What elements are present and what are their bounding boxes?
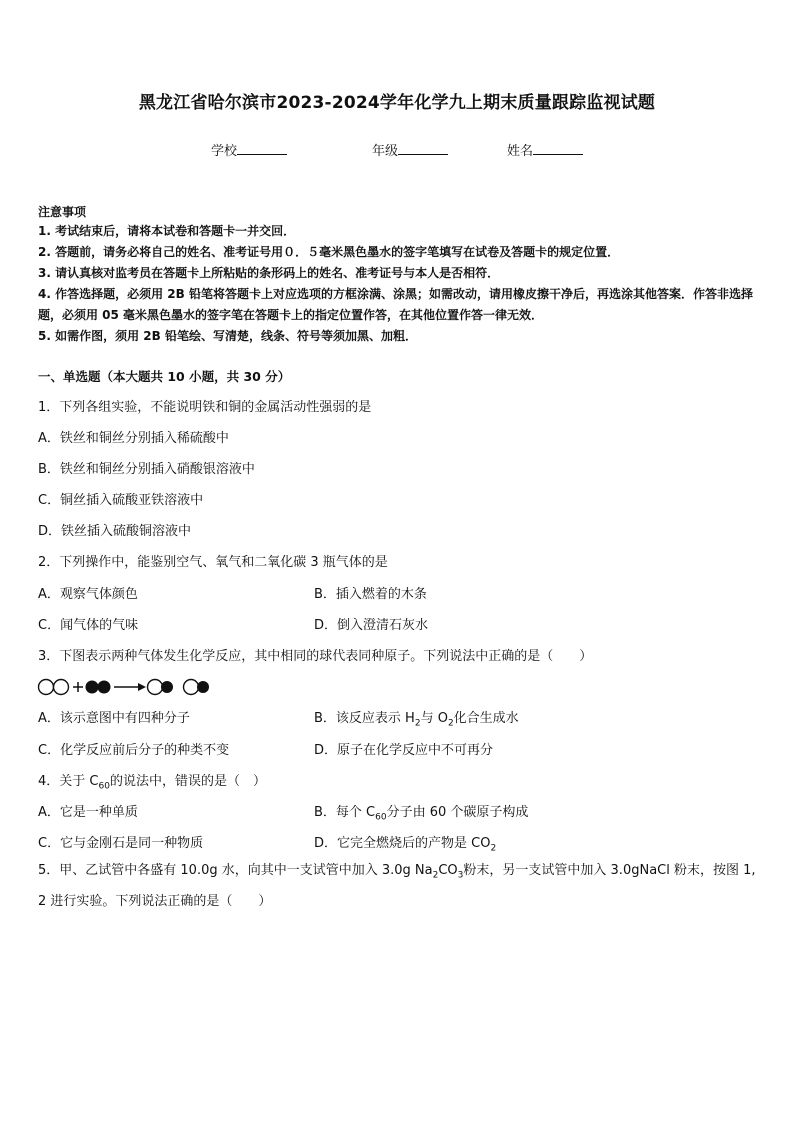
grade-field: 年级 xyxy=(372,140,448,159)
q3-option-a: A．该示意图中有四种分子 xyxy=(38,711,190,726)
q2-option-c: C．闻气体的气味 xyxy=(38,618,139,633)
q3-option-d: D．原子在化学反应中不可再分 xyxy=(314,743,494,758)
question-5-stem: 5．甲、乙试管中各盛有 10.0g 水，向其中一支试管中加入 3.0g $Na_2CO_3$粉末，另一支试管中加入 3.0gNaCl 粉末，按图 1, 2 进行实验。下列说法正确的是（ ） xyxy=(38,863,756,909)
q3-option-c: C．化学反应前后分子的种类不变 xyxy=(38,743,230,758)
note-item: 5. 如需作图，须用 2B 铅笔绘、写清楚，线条、符号等须加黑、加粗． xyxy=(38,329,417,343)
section-heading: 一、单选题（本大题共 10 小题，共 30 分） xyxy=(38,369,291,384)
question-3-stem: 3．下图表示两种气体发生化学反应，其中相同的球代表同种原子。下列说法中正确的是（ ） xyxy=(38,649,593,664)
q2-option-b: B．插入燃着的木条 xyxy=(314,587,427,602)
black-atom xyxy=(98,681,111,694)
reaction-arrow-head xyxy=(138,683,146,691)
white-atom xyxy=(148,680,163,695)
q4-option-a: A．它是一种单质 xyxy=(38,805,138,820)
white-atom xyxy=(184,680,199,695)
note-item: 3. 请认真核对监考员在答题卡上所粘贴的条形码上的姓名、准考证号与本人是否相符． xyxy=(38,266,500,280)
q1-option-d: D．铁丝插入硫酸铜溶液中 xyxy=(38,524,192,539)
school-field: 学校 xyxy=(211,140,287,159)
q2-option-a: A．观察气体颜色 xyxy=(38,587,138,602)
q1-option-c: C．铜丝插入硫酸亚铁溶液中 xyxy=(38,493,204,508)
note-item: 1. 考试结束后，请将本试卷和答题卡一并交回． xyxy=(38,224,296,238)
black-atom xyxy=(161,681,173,693)
black-atom xyxy=(86,681,99,694)
q4-option-c: C．它与金刚石是同一种物质 xyxy=(38,836,204,851)
reaction-diagram xyxy=(36,675,216,699)
question-1-stem: 1．下列各组实验，不能说明铁和铜的金属活动性强弱的是 xyxy=(38,400,372,415)
name-field: 姓名 xyxy=(507,140,583,159)
question-4-stem: 4．关于 $C_{60}$的说法中，错误的是（ ） xyxy=(38,774,266,792)
black-atom xyxy=(197,681,209,693)
white-atom xyxy=(39,680,54,695)
note-item: 2. 答题前，请务必将自己的姓名、准考证号用０．５毫米黑色墨水的签字笔填写在试卷及答题卡的规定位置． xyxy=(38,245,620,259)
q1-option-a: A．铁丝和铜丝分别插入稀硫酸中 xyxy=(38,431,229,446)
q2-option-d: D．倒入澄清石灰水 xyxy=(314,618,429,633)
notes-heading: 注意事项 xyxy=(38,205,87,219)
q4-option-d: D．它完全燃烧后的产物是 $CO_2$ xyxy=(314,836,497,854)
q1-option-b: B．铁丝和铜丝分别插入硝酸银溶液中 xyxy=(38,462,255,477)
q4-option-b: B．每个 $C_{60}$分子由 60 个碳原子构成 xyxy=(314,805,529,823)
white-atom xyxy=(54,680,69,695)
q3-option-b: B．该反应表示 $H_2$与 $O_2$化合生成水 xyxy=(314,711,519,729)
page-title: 黑龙江省哈尔滨市2023-2024学年化学九上期末质量跟踪监视试题 xyxy=(138,93,656,113)
question-2-stem: 2．下列操作中，能鉴别空气、氧气和二氧化碳 3 瓶气体的是 xyxy=(38,555,388,570)
note-item: 4. 作答选择题，必须用 2B 铅笔将答题卡上对应选项的方框涂满、涂黑；如需改动，请用橡皮擦干净后，再选涂其他答案．作答非选择题，必须用 05 毫米黑色墨水的签字笔在答题卡上的指定位置作答，在其他位置作答一律无效． xyxy=(38,287,753,322)
